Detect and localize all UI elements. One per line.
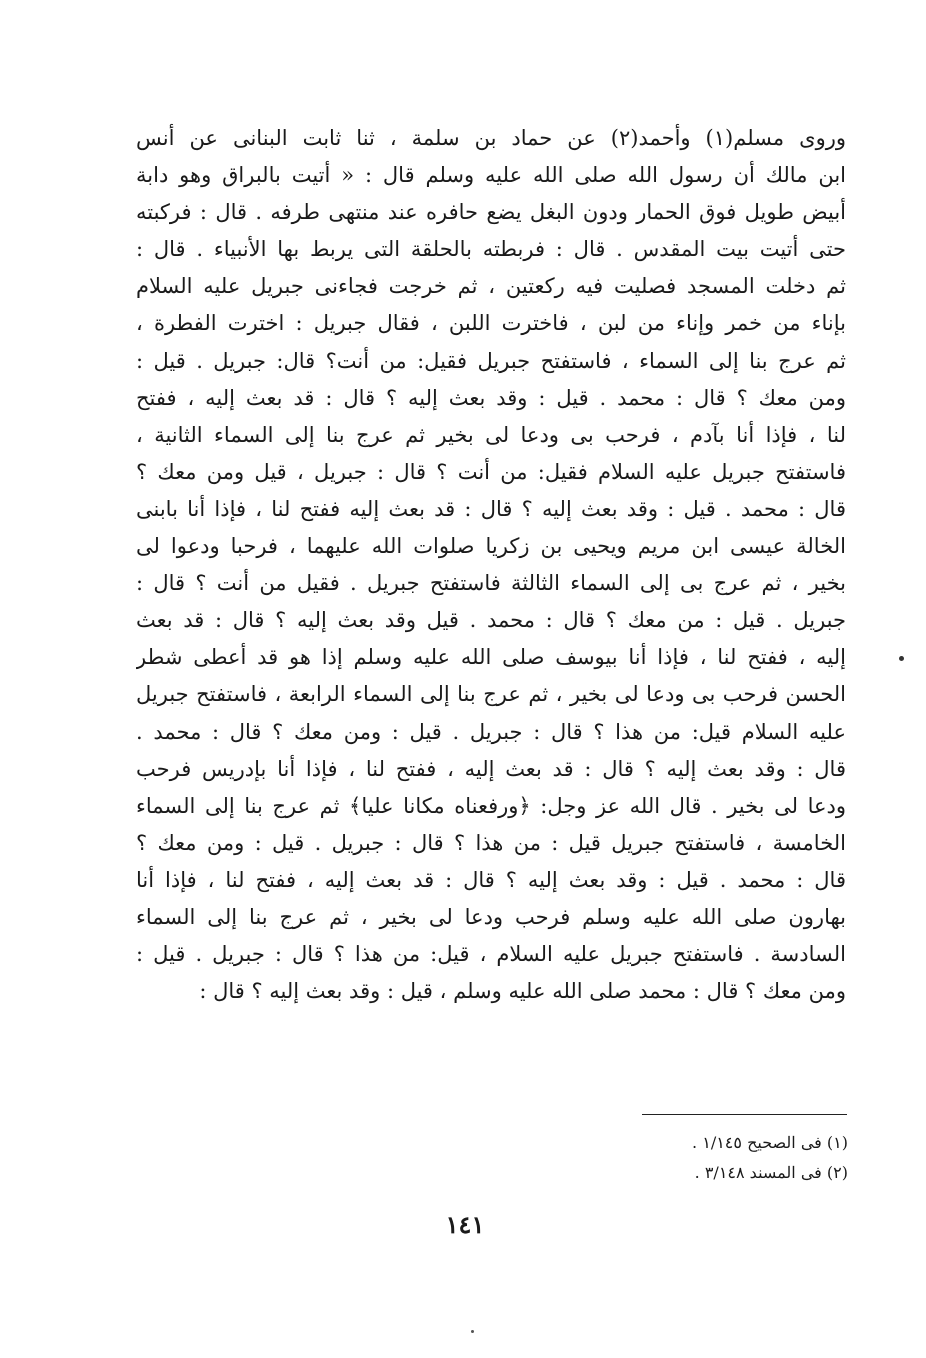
footnote-separator — [642, 1114, 847, 1115]
text-line: ثم دخلت المسجد فصليت فيه ركعتين ، ثم خرجت فجاءنى جبريل عليه السلام — [136, 274, 846, 299]
text-line: ودعا لى بخير . قال الله عز وجل: ﴿ورفعناه مكانا عليا﴾ ثم عرج بنا إلى السماء — [136, 793, 846, 818]
text-line: لنا ، فإذا أنا بآدم ، فرحب بى ودعا لى بخير ثم عرج بنا إلى السماء الثانية ، — [136, 422, 846, 447]
footnotes — [560, 1128, 848, 1188]
text-line: حتى أتيت بيت المقدس . قال : فربطته بالحلقة التى يربط بها الأنبياء . قال : — [136, 237, 846, 262]
text-line: بإناء من خمر وإناء من لبن ، فاخترت اللبن ، فقال جبريل : اخترت الفطرة ، — [136, 311, 846, 336]
text-line: السادسة . فاستفتح جبريل عليه السلام ، قيل: من هذا ؟ قال : جبريل . قيل : — [136, 942, 846, 967]
text-line: الخالة عيسى ابن مريم ويحيى بن زكريا صلوات الله عليهما ، فرحبا ودعوا لى — [136, 534, 846, 559]
scan-speck — [471, 1330, 474, 1333]
text-line: أبيض طويل فوق الحمار ودون البغل يضع حافره عند منتهى طرفه . قال : فركبته — [136, 200, 846, 225]
text-line: ثم عرج بنا إلى السماء ، فاستفتح جبريل فقيل: من أنت؟ قال: جبريل . قيل : — [136, 348, 846, 373]
page-number: ١٤١ — [445, 1210, 485, 1239]
text-line: قال : وقد بعث إليه ؟ قال : قد بعث إليه ، ففتح لنا ، فإذا أنا بإدريس فرحب — [136, 756, 846, 781]
footnote-item: (١) فى الصحيح ١/١٤٥ . — [692, 1133, 848, 1152]
text-line: الحسن فرحب بى ودعا لى بخير ، ثم عرج بنا إلى السماء الرابعة ، فاستفتح جبريل — [136, 682, 846, 707]
text-line: فاستفتح جبريل عليه السلام فقيل: من أنت ؟ قال : جبريل ، قيل ومن معك ؟ — [136, 459, 846, 484]
text-line: إليه ، ففتح لنا ، فإذا أنا بيوسف صلى الله عليه وسلم إذا هو قد أعطى شطر — [136, 645, 846, 670]
text-line: ومن معك ؟ قال : محمد صلى الله عليه وسلم ، قيل : وقد بعث إليه ؟ قال : — [199, 979, 846, 1004]
text-line: ابن مالك أن رسول الله صلى الله عليه وسلم قال : « أتيت بالبراق وهو دابة — [136, 163, 846, 188]
text-line: جبريل . قيل : من معك ؟ قال : محمد . قيل وقد بعث إليه ؟ قال : قد بعث — [136, 608, 846, 633]
text-line: ومن معك ؟ قال : محمد . قيل : وقد بعث إليه ؟ قال : قد بعث إليه ، ففتح — [136, 385, 846, 410]
footnote-item: (٢) فى المسند ٣/١٤٨ . — [694, 1163, 848, 1182]
body-text — [136, 120, 846, 1010]
text-line: بخير ، ثم عرج بى إلى السماء الثالثة فاستفتح جبريل . فقيل من أنت ؟ قال : — [136, 571, 846, 596]
text-line: عليه السلام قيل: من هذا ؟ قال : جبريل . قيل : ومن معك ؟ قال : محمد . — [136, 719, 846, 744]
margin-mark — [899, 656, 904, 661]
text-line: وروى مسلم(١) وأحمد(٢) عن حماد بن سلمة ، ثنا ثابت البنانى عن أنس — [136, 126, 846, 150]
text-line: قال : محمد . قيل : وقد بعث إليه ؟ قال : قد بعث إليه ففتح لنا ، فإذا أنا بابنى — [136, 496, 846, 521]
text-line: بهارون صلى الله عليه وسلم فرحب ودعا لى بخير ، ثم عرج بنا إلى السماء — [136, 904, 846, 929]
text-line: قال : محمد . قيل : وقد بعث إليه ؟ قال : قد بعث إليه ، ففتح لنا ، فإذا أنا — [136, 867, 846, 892]
text-line: الخامسة ، فاستفتح جبريل قيل : من هذا ؟ قال : جبريل . قيل : ومن معك ؟ — [136, 830, 846, 855]
